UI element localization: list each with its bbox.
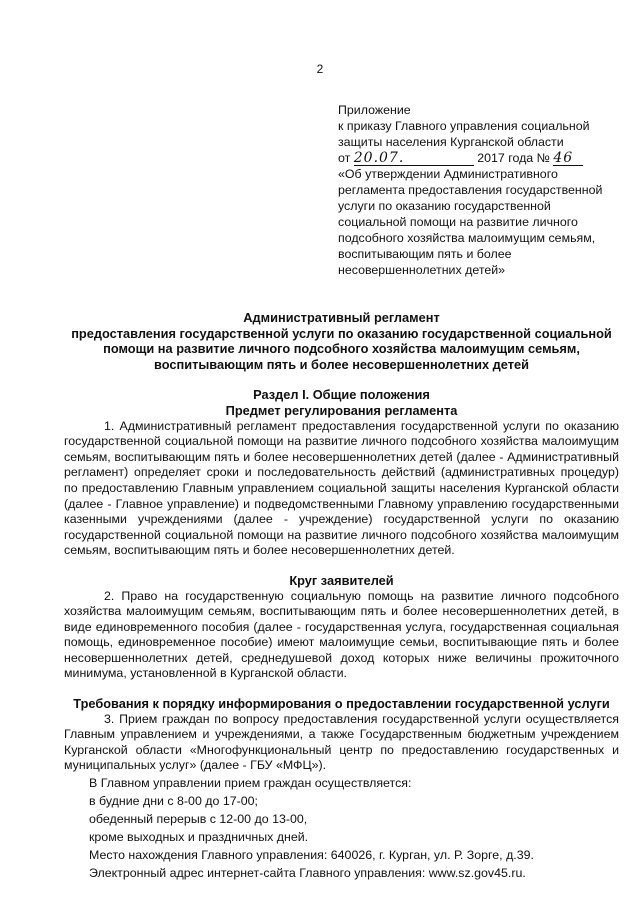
- paragraph-3: 3. Прием граждан по вопросу предоставления государственной услуги осуществляется Главным управлением и учреждениями, а также Государственным бюджетным учреждением Курганской области «Многофункциональный центр по предоставлению государственных и муниципальных услуг» (далее - ГБУ «МФЦ»).: [64, 711, 619, 773]
- year-text: 2017 года №: [477, 151, 550, 165]
- appendix-title-line: социальной помощи на развитие личного: [338, 215, 578, 229]
- paragraph-1: 1. Административный регламент предоставления государственной услуги по оказанию государственной социальной помощи на развитие личного подсобного хозяйства малоимущим семьям, воспитывающим пять и более несовершеннолетних детей (далее - Административный регламент) определяет сроки и последовательность действий (административных процедур) по предоставлению Главным управлением социальной защиты населения Курганской области (далее - Главное управление) и подведомственными Главному управлению государственными казенными учреждениями (далее - учреждение) государственной услуги по оказанию государственной социальной помощи на развитие личного подсобного хозяйства малоимущим семьям, воспитывающим пять и более несовершеннолетних детей.: [64, 418, 619, 558]
- appendix-title-line: воспитывающим пять и более: [338, 247, 512, 261]
- reception-line: В Главном управлении прием граждан осуществляется:: [89, 776, 412, 791]
- appendix-title-line: подсобного хозяйства малоимущим семьям,: [338, 231, 596, 245]
- appendix-block: [338, 102, 620, 278]
- number-underline: [553, 152, 583, 166]
- address-line: Место нахождения Главного управления: 640026, г. Курган, ул. Р. Зорге, д.39.: [89, 848, 534, 863]
- handwritten-number: 46: [553, 150, 574, 166]
- page-number: 2: [316, 62, 324, 76]
- appendix-title-line: несовершеннолетних детей»: [338, 263, 506, 277]
- doc-subtitle: предоставления государственной услуги по оказанию государственной социальной помощи на развитие личного подсобного хозяйства малоимущим семьям, воспитывающим пять и более несовершеннолетних детей: [71, 325, 612, 372]
- appendix-date-line: [338, 150, 620, 166]
- appendix-title-line: услуги по оказанию государственной: [338, 199, 551, 213]
- applicants-heading: Круг заявителей: [289, 572, 394, 588]
- doc-title: Административный регламент: [243, 310, 440, 325]
- website-line: Электронный адрес интернет-сайта Главного управления: www.sz.gov45.ru.: [89, 866, 526, 881]
- appendix-order-line: к приказу Главного управления социальной: [338, 119, 590, 133]
- appendix-heading: Приложение: [338, 103, 411, 117]
- handwritten-date: 20.07.: [353, 150, 405, 166]
- date-underline: [354, 152, 474, 166]
- requirements-heading: Требования к порядку информирования о предоставлении государственной услуги: [73, 696, 610, 712]
- section-subtitle: Предмет регулирования регламента: [225, 402, 458, 418]
- paragraph-2: 2. Право на государственную социальную помощь на развитие личного подсобного хозяйства малоимущим семьям, воспитывающим пять и более несовершеннолетних детей, в виде единовременного пособия (далее - государственная услуга, государственная социальная помощь, единовременное пособие) имеют малоимущие семьи, воспитывающие пять и более несовершеннолетних детей, среднедушевой доход которых ниже величины прожиточного минимума, установленной в Курганской области.: [64, 588, 619, 681]
- holidays-line: кроме выходных и праздничных дней.: [89, 830, 309, 845]
- appendix-title-line: «Об утверждении Административного: [338, 167, 558, 181]
- section-title: Раздел I. Общие положения: [253, 387, 430, 403]
- appendix-title-line: регламента предоставления государственной: [338, 183, 603, 197]
- appendix-region-line: защиты населения Курганской области: [338, 135, 564, 149]
- date-prefix: от: [338, 151, 351, 165]
- lunch-break: обеденный перерыв с 12-00 до 13-00,: [89, 812, 308, 827]
- document-body: [64, 310, 619, 882]
- reception-hours: в будние дни с 8-00 до 17-00;: [89, 794, 258, 809]
